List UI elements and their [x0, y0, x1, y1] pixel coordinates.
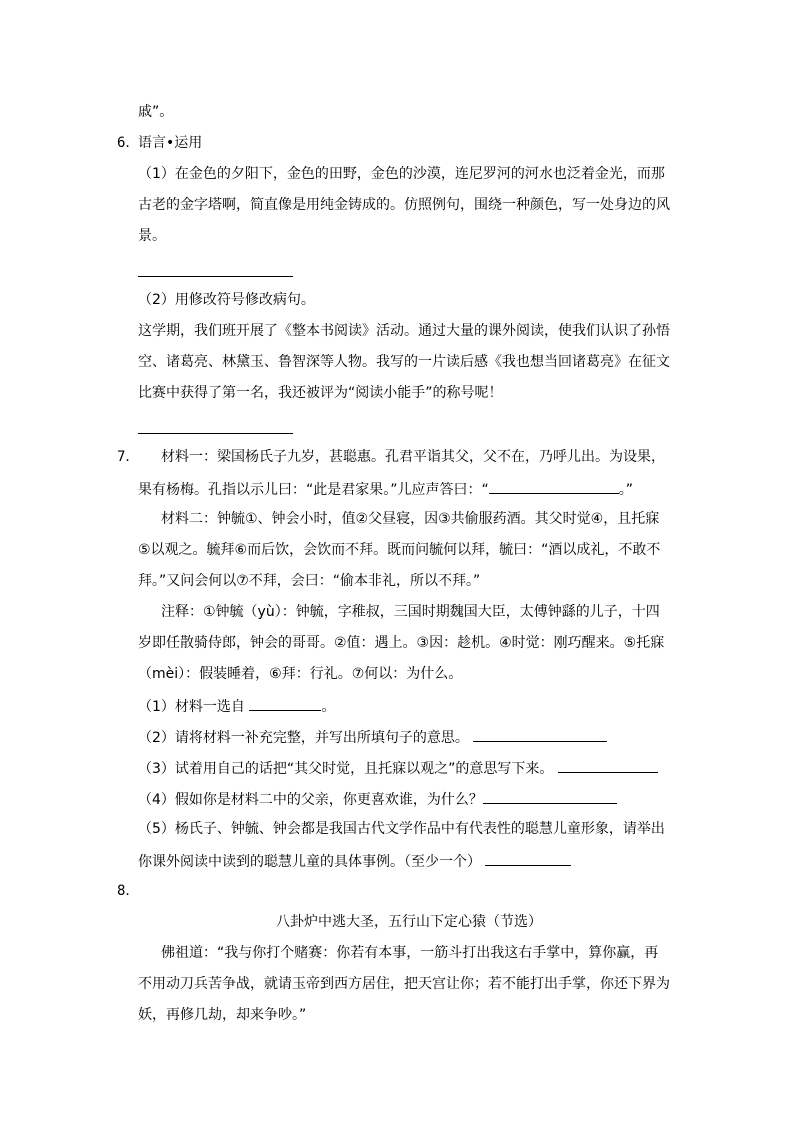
q8-line: 妖，再修几劫，却来争吵。”	[138, 1007, 307, 1023]
q7-sub5-blank[interactable]	[485, 851, 571, 866]
q7-m1-line1: 材料一：梁国杨氏子九岁，甚聪惠。孔君平诣其父，父不在，乃呼儿出。为设果，	[161, 449, 665, 465]
q7-sub5-text: 你课外阅读中读到的聪慧儿童的具体事例。（至少一个）	[138, 854, 486, 870]
q6-p2-line: 空、诸葛亮、林黛玉、鲁智深等人物。我写的一片读后感《我也想当回诸葛亮》在征文	[138, 354, 670, 370]
q7-sub2	[138, 727, 607, 747]
q7-sub1-end: 。	[321, 699, 336, 715]
q7-notes-line: （mèi）：假装睡着，⑥拜：行礼。⑦何以：为什么。	[138, 666, 463, 682]
q8-line: 不用动刀兵苦争战，就请玉帝到西方居住，把天宫让你；若不能打出手掌，你还下界为	[138, 976, 670, 992]
q6-p2-title: （2）用修改符号修改病句。	[138, 292, 315, 308]
q7-sub5-line1: （5）杨氏子、钟毓、钟会都是我国古代文学作品中有代表性的聪慧儿童形象，请举出	[138, 821, 665, 837]
q8-number: 8．	[117, 883, 140, 899]
q6-p2-line: 这学期，我们班开展了《整本书阅读》活动。通过大量的课外阅读，使我们认识了孙悟	[138, 323, 670, 339]
q7-sub5-line2	[138, 851, 571, 871]
q7-m2-line: 材料二：钟毓①、钟会小时，值②父昼寝，因③共偷服药酒。其父时觉④，且托寐	[161, 511, 660, 527]
q7-sub3	[138, 758, 658, 778]
q6-p1-line: （1）在金色的夕阳下，金色的田野，金色的沙漠，连尼罗河的河水也泛着金光，而那	[138, 166, 665, 182]
q7-sub4-text: （4）假如你是材料二中的父亲，你更喜欢谁，为什么？	[138, 792, 483, 808]
q6-p1-line: 古老的金字塔啊，简直像是用纯金铸成的。仿照例句，围绕一种颜色，写一处身边的风	[138, 197, 670, 213]
q7-sub1-text: （1）材料一选自	[138, 699, 250, 715]
q7-sub2-text: （2）请将材料一补充完整，并写出所填句子的意思。	[138, 730, 474, 746]
q7-m2-line: 拜。”又问会何以⑦不拜，会曰：“偷本非礼，所以不拜。”	[138, 573, 481, 589]
q6-answer-line-1[interactable]	[138, 276, 293, 277]
q8-title: 八卦炉中逃大圣，五行山下定心猿（节选）	[276, 914, 542, 930]
q7-sub1-blank[interactable]	[249, 696, 321, 711]
q7-sub1	[138, 696, 335, 716]
q7-sub4-blank[interactable]	[483, 789, 617, 804]
q7-notes-line: 岁即任散骑侍郎，钟会的哥哥。②值：遇上。③因：趁机。④时觉：刚巧醒来。⑤托寐	[138, 635, 665, 651]
q6-p1-line: 景。	[138, 228, 166, 244]
q6-p2-line: 比赛中获得了第一名，我还被评为“阅读小能手”的称号呢！	[138, 385, 503, 401]
q7-sub2-blank[interactable]	[473, 727, 607, 742]
q7-m1-line2	[138, 479, 633, 499]
q7-sub3-text: （3）试着用自己的话把“其父时觉，且托寐以观之”的意思写下来。	[138, 761, 558, 777]
q7-number: 7．	[117, 449, 140, 465]
q7-m2-line: ⑤以观之。毓拜⑥而后饮，会饮而不拜。既而问毓何以拜，毓曰：“酒以成礼，不敢不	[138, 542, 661, 558]
q8-line: 佛祖道：“我与你打个赌赛：你若有本事，一筋斗打出我这右手掌中，算你赢，再	[161, 945, 659, 961]
q7-sub4	[138, 789, 617, 809]
q7-notes-line: 注释：①钟毓（yù）：钟毓，字稚叔，三国时期魏国大臣，太傅钟繇的儿子，十四	[161, 604, 660, 620]
q7-m1-blank[interactable]	[489, 479, 619, 494]
q6-answer-line-2[interactable]	[138, 433, 293, 434]
q6-title: 语言•运用	[138, 135, 203, 151]
q6-number: 6．	[117, 135, 140, 151]
q7-m1-end: 。”	[618, 482, 634, 498]
q7-m1-text: 果有杨梅。孔指以示儿曰：“此是君家果。”儿应声答曰：“	[138, 482, 489, 498]
q5-tail-text: 戚”。	[138, 104, 174, 120]
q7-sub3-blank[interactable]	[558, 758, 658, 773]
